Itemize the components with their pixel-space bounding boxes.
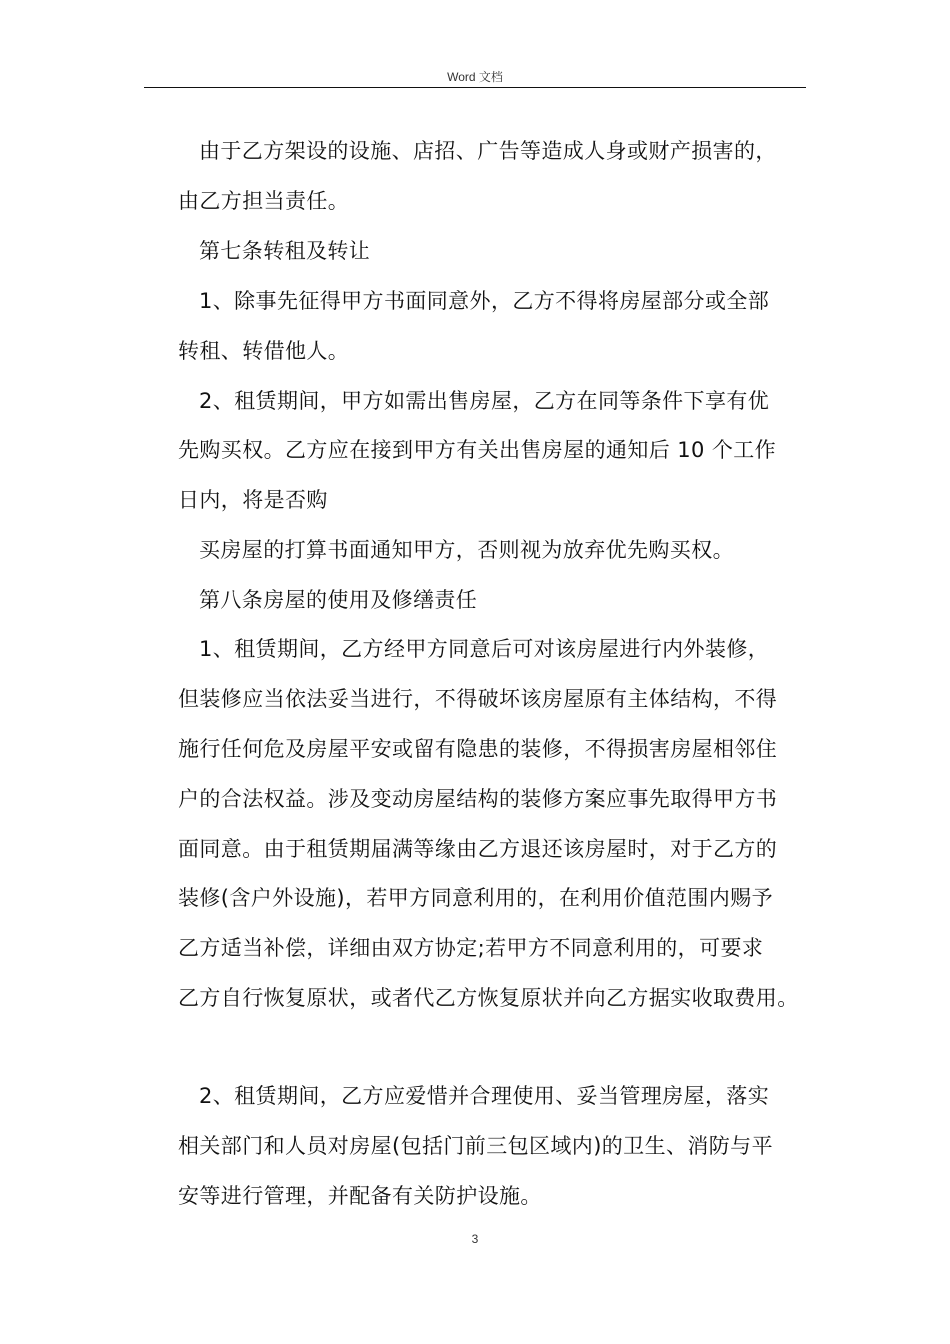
page-number: 3 [471,1232,479,1246]
page-header-title: Word 文档 [447,70,503,84]
text-line: 由于乙方架设的设施、店招、广告等造成人身或财产损害的， [199,139,777,163]
section-heading: 第七条转租及转让 [199,239,371,263]
header-divider [144,87,806,88]
text-line: 1、租赁期间，乙方经甲方同意后可对该房屋进行内外装修， [199,637,770,661]
text-line: 由乙方担当责任。 [178,189,350,213]
text-line: 买房屋的打算书面通知甲方，否则视为放弃优先购买权。 [199,538,734,562]
text-line: 乙方自行恢复原状，或者代乙方恢复原状并向乙方据实收取费用。 [178,986,799,1010]
text-line: 户的合法权益。涉及变动房屋结构的装修方案应事先取得甲方书 [178,787,778,811]
text-line: 面同意。由于租赁期届满等缘由乙方退还该房屋时，对于乙方的 [178,837,778,861]
text-line: 1、除事先征得甲方书面同意外，乙方不得将房屋部分或全部 [199,289,770,313]
text-line: 乙方适当补偿，详细由双方协定;若甲方不同意利用的，可要求 [178,936,764,960]
text-line: 施行任何危及房屋平安或留有隐患的装修，不得损害房屋相邻住 [178,737,778,761]
text-line: 先购买权。乙方应在接到甲方有关出售房屋的通知后 10 个工作 [178,438,777,462]
text-line: 日内，将是否购 [178,488,328,512]
text-line: 相关部门和人员对房屋(包括门前三包区域内)的卫生、消防与平 [178,1134,773,1158]
text-line: 2、租赁期间，乙方应爱惜并合理使用、妥当管理房屋，落实 [199,1084,770,1108]
text-line: 安等进行管理，并配备有关防护设施。 [178,1184,542,1208]
section-heading: 第八条房屋的使用及修缮责任 [199,588,478,612]
text-line: 但装修应当依法妥当进行，不得破坏该房屋原有主体结构，不得 [178,687,778,711]
text-line: 2、租赁期间，甲方如需出售房屋，乙方在同等条件下享有优 [199,389,770,413]
text-line: 转租、转借他人。 [178,339,350,363]
text-line: 装修(含户外设施)，若甲方同意利用的，在利用价值范围内赐予 [178,886,773,910]
